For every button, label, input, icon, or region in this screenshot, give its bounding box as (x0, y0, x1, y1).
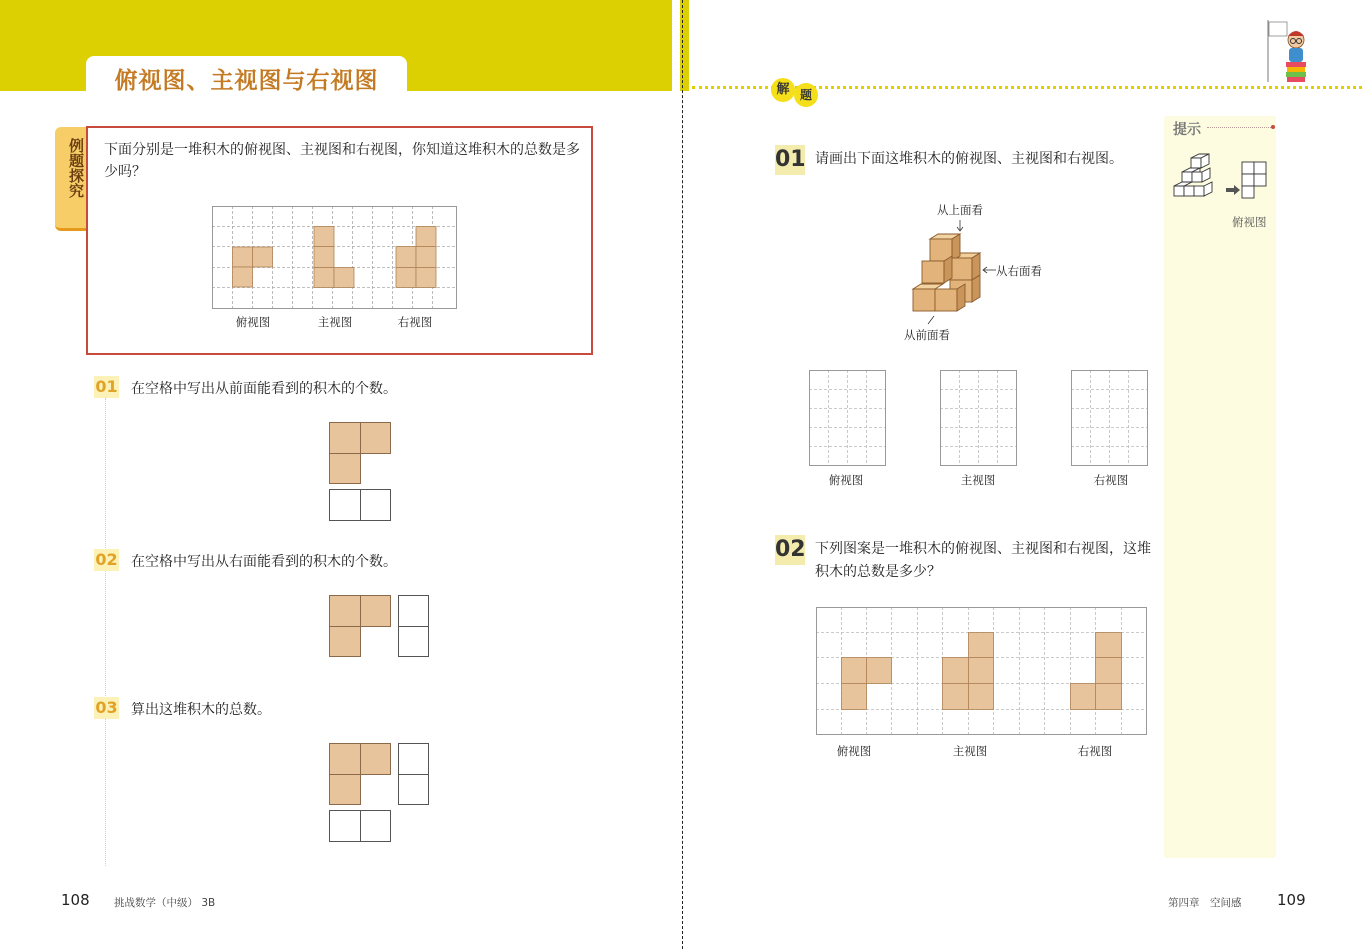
example-front-view-block (314, 268, 334, 288)
problem2-right-view-block (1096, 658, 1122, 684)
hint-dot (1271, 125, 1275, 129)
step1-top-block (330, 454, 361, 484)
book-title: 挑战数学（中级） 3B (114, 897, 216, 909)
step2-top-block (330, 596, 361, 627)
step3-answer-box (399, 775, 429, 805)
step3-answer-box (330, 811, 361, 842)
problem2-label-right: 右视图 (1077, 744, 1113, 758)
problem2-right-view-block (1071, 684, 1096, 710)
step-text: 算出这堆积木的总数。 (131, 702, 271, 718)
example-view-grid (212, 206, 457, 309)
answer-grid-front[interactable] (940, 370, 1018, 468)
problem2-label-front: 主视图 (952, 744, 988, 758)
annotation-from-front: 从前面看 (904, 328, 950, 342)
step3-answer-box (399, 744, 429, 775)
step2-figure (329, 595, 431, 659)
answer-grid-right[interactable] (1071, 370, 1149, 468)
problem-number-text: 02 (775, 537, 806, 562)
problem-number (775, 145, 805, 175)
page-title: 俯视图、主视图与右视图 (114, 68, 379, 94)
example-tab-label: 例题探究 (67, 138, 85, 198)
step-number: 03 (95, 698, 118, 717)
problem2-right-view-block (1096, 633, 1122, 658)
page-number-left: 108 (61, 891, 90, 909)
example-label-top: 俯视图 (235, 315, 271, 329)
example-top-view-block (233, 267, 253, 287)
section-badge: 题 (794, 83, 818, 107)
hint-rule (1207, 127, 1273, 128)
step1-answer-box (361, 490, 391, 521)
mascot-illustration (1258, 16, 1310, 86)
hint-illustration (1172, 152, 1272, 212)
example-top-view-block (253, 247, 273, 267)
problem2-front-view-block (943, 658, 969, 684)
problem2-front-view-block (943, 684, 969, 710)
grid-label-front: 主视图 (960, 473, 996, 487)
grid-label-top: 俯视图 (828, 473, 864, 487)
problem2-right-view-block (1096, 684, 1122, 710)
problem2-top-view-block (842, 658, 867, 684)
answer-grid-top[interactable] (809, 370, 887, 468)
example-front-view-block (314, 247, 334, 268)
example-label-right: 右视图 (397, 315, 433, 329)
problem-number-text: 01 (775, 147, 806, 172)
step1-top-block (361, 423, 391, 454)
hint-title: 提示 (1173, 122, 1201, 138)
problem2-front-view-block (969, 658, 994, 684)
example-right-view-block (416, 227, 436, 247)
problem-text: 请画出下面这堆积木的俯视图、主视图和右视图。 (815, 151, 1123, 167)
example-right-view-block (416, 247, 436, 268)
step1-figure (329, 422, 392, 522)
step2-answer-box (399, 627, 429, 657)
example-top-view-block (233, 247, 253, 267)
problem2-top-view-block (867, 658, 892, 684)
example-right-view-block (396, 268, 416, 288)
example-label-front: 主视图 (317, 315, 353, 329)
step3-answer-box (361, 811, 391, 842)
problem2-label-top: 俯视图 (836, 744, 872, 758)
step-number: 02 (95, 550, 118, 569)
example-right-view-block (416, 268, 436, 288)
steps-guide-line (105, 398, 106, 866)
step3-figure (329, 743, 431, 843)
problem-text: 下列图案是一堆积木的俯视图、主视图和右视图，这堆积木的总数是多少？ (815, 541, 1151, 580)
step3-top-block (330, 744, 361, 775)
problem2-front-view-block (969, 684, 994, 710)
problem2-top-view-block (842, 684, 867, 710)
example-front-view-block (334, 268, 354, 288)
annotation-from-top: 从上面看 (937, 203, 983, 217)
chapter-title: 第四章 空间感 (1168, 897, 1242, 909)
section-badge: 解 (771, 78, 795, 102)
page-number-right: 109 (1277, 891, 1306, 909)
page-divider (682, 0, 683, 949)
step3-top-block (361, 744, 391, 775)
annotation-from-right: 从右面看 (996, 264, 1042, 278)
step1-top-block (330, 423, 361, 454)
grid-label-right: 右视图 (1093, 473, 1129, 487)
step2-top-block (330, 627, 361, 657)
example-right-view-block (396, 247, 416, 268)
problem2-front-view-block (969, 633, 994, 658)
step-number: 01 (95, 377, 118, 396)
step3-top-block (330, 775, 361, 805)
problem-number (775, 535, 805, 565)
step1-answer-box (330, 490, 361, 521)
example-question: 下面分别是一堆积木的俯视图、主视图和右视图，你知道这堆积木的总数是多少吗？ (104, 142, 580, 180)
step-text: 在空格中写出从右面能看到的积木的个数。 (131, 554, 397, 570)
step2-top-block (361, 596, 391, 627)
step-text: 在空格中写出从前面能看到的积木的个数。 (131, 381, 397, 397)
step2-answer-box (399, 596, 429, 627)
problem2-view-grid (816, 607, 1148, 737)
example-front-view-block (314, 227, 334, 247)
hint-caption: 俯视图 (1232, 215, 1267, 229)
